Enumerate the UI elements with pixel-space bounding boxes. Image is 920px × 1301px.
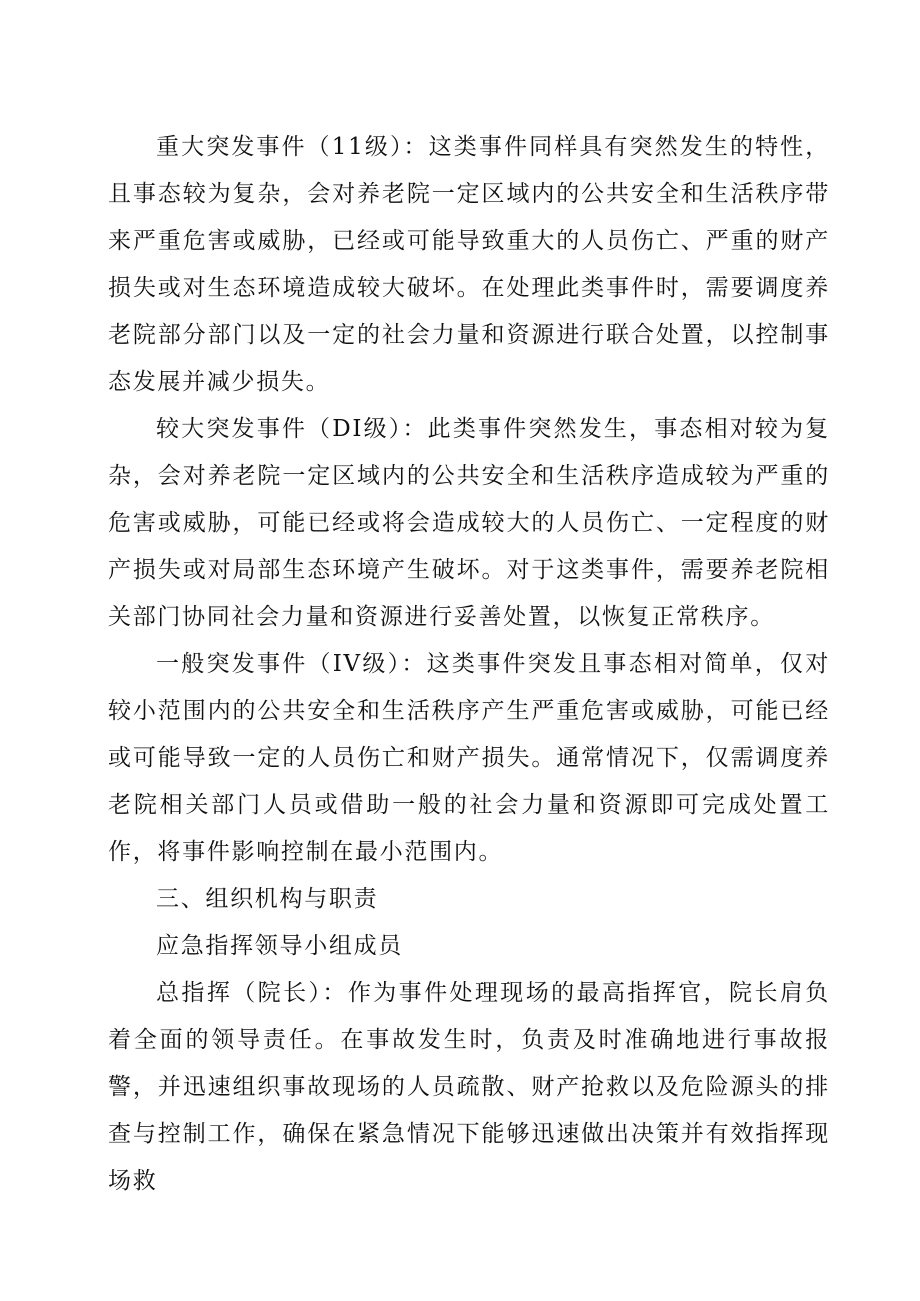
document-page	[108, 124, 830, 1205]
paragraph-commander: 总指挥（院长）：作为事件处理现场的最高指挥官，院长肩负着全面的领导责任。在事故发生时，负责及时准确地进行事故报警，并迅速组织事故现场的人员疏散、财产抢救以及危险源头的排查与控制工作，确保在紧急情况下能够迅速做出决策并有效指挥现场救	[108, 980, 830, 1194]
paragraph-general-incident: 一般突发事件（IV级）：这类事件突发且事态相对简单，仅对较小范围内的公共安全和生活秩序产生严重危害或威胁，可能已经或可能导致一定的人员伤亡和财产损失。通常情况下，仅需调度养老院相关部门人员或借助一般的社会力量和资源即可完成处置工作，将事件影响控制在最小范围内。	[108, 651, 830, 865]
subheading: 应急指挥领导小组成员	[156, 933, 403, 959]
paragraph-major-incident: 重大突发事件（11级）：这类事件同样具有突然发生的特性，且事态较为复杂，会对养老院一定区域内的公共安全和生活秩序带来严重危害或威胁，已经或可能导致重大的人员伤亡、严重的财产损失或对生态环境造成较大破坏。在处理此类事件时，需要调度养老院部分部门以及一定的社会力量和资源进行联合处置，以控制事态发展并减少损失。	[108, 134, 830, 395]
section-heading: 三、组织机构与职责	[156, 886, 379, 912]
paragraph-serious-incident: 较大突发事件（DI级）：此类事件突然发生，事态相对较为复杂，会对养老院一定区域内的公共安全和生活秩序造成较为严重的危害或威胁，可能已经或将会造成较大的人员伤亡、一定程度的财产损失或对局部生态环境产生破坏。对于这类事件，需要养老院相关部门协同社会力量和资源进行妥善处置，以恢复正常秩序。	[108, 416, 830, 630]
